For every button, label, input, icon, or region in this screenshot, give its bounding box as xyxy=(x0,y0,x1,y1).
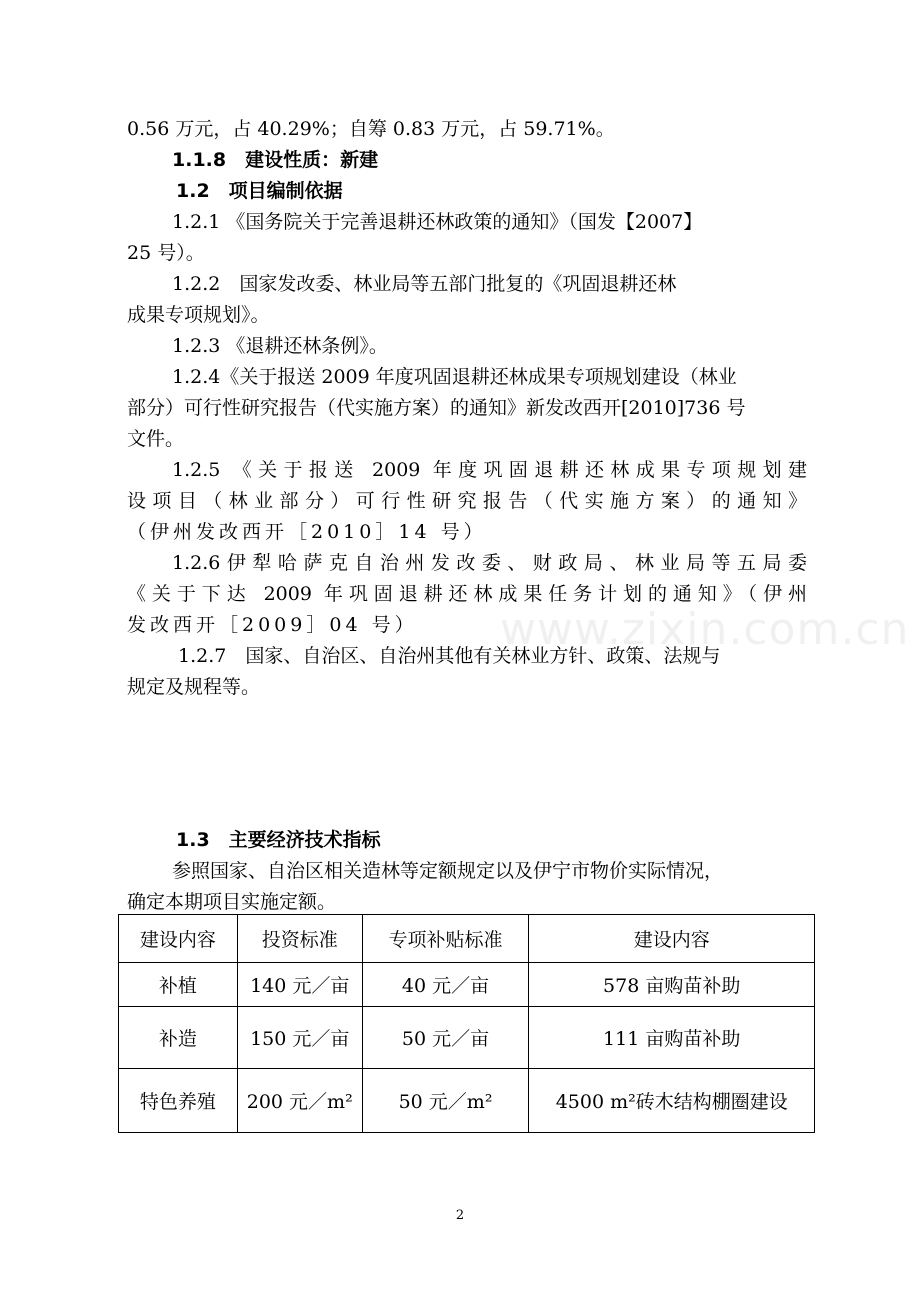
table-cell: 200 元／m² xyxy=(237,1069,362,1133)
table-header-cell: 建设内容 xyxy=(529,915,815,963)
text-line: 25 号）。 xyxy=(127,242,205,264)
text-line: 1.2.1 《国务院关于完善退耕还林政策的通知》（国发【2007】 xyxy=(172,211,703,233)
table-cell: 40 元／亩 xyxy=(362,963,529,1007)
watermark: www.zixin.com.cn xyxy=(500,604,910,655)
table-cell: 111 亩购苗补助 xyxy=(529,1007,815,1069)
section-heading-1-2: 1.2 项目编制依据 xyxy=(176,180,343,202)
text-line: 成果专项规划》。 xyxy=(127,304,270,326)
text-line: 参照国家、自治区相关造林等定额规定以及伊宁市物价实际情况， xyxy=(172,860,724,882)
text-line: 设项目（林业部分）可行性研究报告（代实施方案）的通知》 xyxy=(127,490,807,512)
text-line: 部分）可行性研究报告（代实施方案）的通知》新发改西开[2010]736 号 xyxy=(127,397,746,419)
text-line: 1.2.3 《退耕还林条例》。 xyxy=(172,335,388,357)
text-line: 发改西开［2009］04 号） xyxy=(127,614,418,636)
text-line: 文件。 xyxy=(127,428,185,450)
table-cell: 补植 xyxy=(119,963,238,1007)
table-cell: 150 元／亩 xyxy=(237,1007,362,1069)
text-line: 规定及规程等。 xyxy=(127,676,261,698)
page-number: 2 xyxy=(455,1208,465,1223)
table-header-row xyxy=(119,915,815,963)
section-heading-1-1-8: 1.1.8 建设性质：新建 xyxy=(172,149,379,171)
table-cell: 50 元／m² xyxy=(362,1069,529,1133)
table-cell: 特色养殖 xyxy=(119,1069,238,1133)
text-line: 1.2.4《关于报送 2009 年度巩固退耕还林成果专项规划建设（林业 xyxy=(172,366,737,388)
text-line: 1.2.5 《关于报送 2009 年度巩固退耕还林成果专项规划建 xyxy=(172,459,807,481)
table-row xyxy=(119,963,815,1007)
text-line: 确定本期项目实施定额。 xyxy=(127,891,337,913)
table-cell: 4500 m²砖木结构棚圈建设 xyxy=(529,1069,815,1133)
text-line: 《关于下达 2009 年巩固退耕还林成果任务计划的通知》（伊州 xyxy=(127,583,807,605)
table-header-cell: 专项补贴标准 xyxy=(362,915,529,963)
text-line: 1.2.7 国家、自治区、自治州其他有关林业方针、政策、法规与 xyxy=(178,645,721,667)
table-header-cell: 建设内容 xyxy=(119,915,238,963)
table-row xyxy=(119,1069,815,1133)
table-header-cell: 投资标准 xyxy=(237,915,362,963)
indicator-table xyxy=(118,914,815,1133)
text-line: （伊州发改西开［2010］14 号） xyxy=(127,521,487,543)
text-line: 1.2.2 国家发改委、林业局等五部门批复的《巩固退耕还林 xyxy=(172,273,677,295)
table-cell: 578 亩购苗补助 xyxy=(529,963,815,1007)
text-line: 1.2.6伊犁哈萨克自治州发改委、财政局、林业局等五局委 xyxy=(172,552,807,574)
text-line: 0.56 万元，占 40.29%；自筹 0.83 万元，占 59.71%。 xyxy=(127,118,615,140)
table-cell: 140 元／亩 xyxy=(237,963,362,1007)
table-row xyxy=(119,1007,815,1069)
section-heading-1-3: 1.3 主要经济技术指标 xyxy=(176,829,381,851)
table-cell: 补造 xyxy=(119,1007,238,1069)
table-cell: 50 元／亩 xyxy=(362,1007,529,1069)
